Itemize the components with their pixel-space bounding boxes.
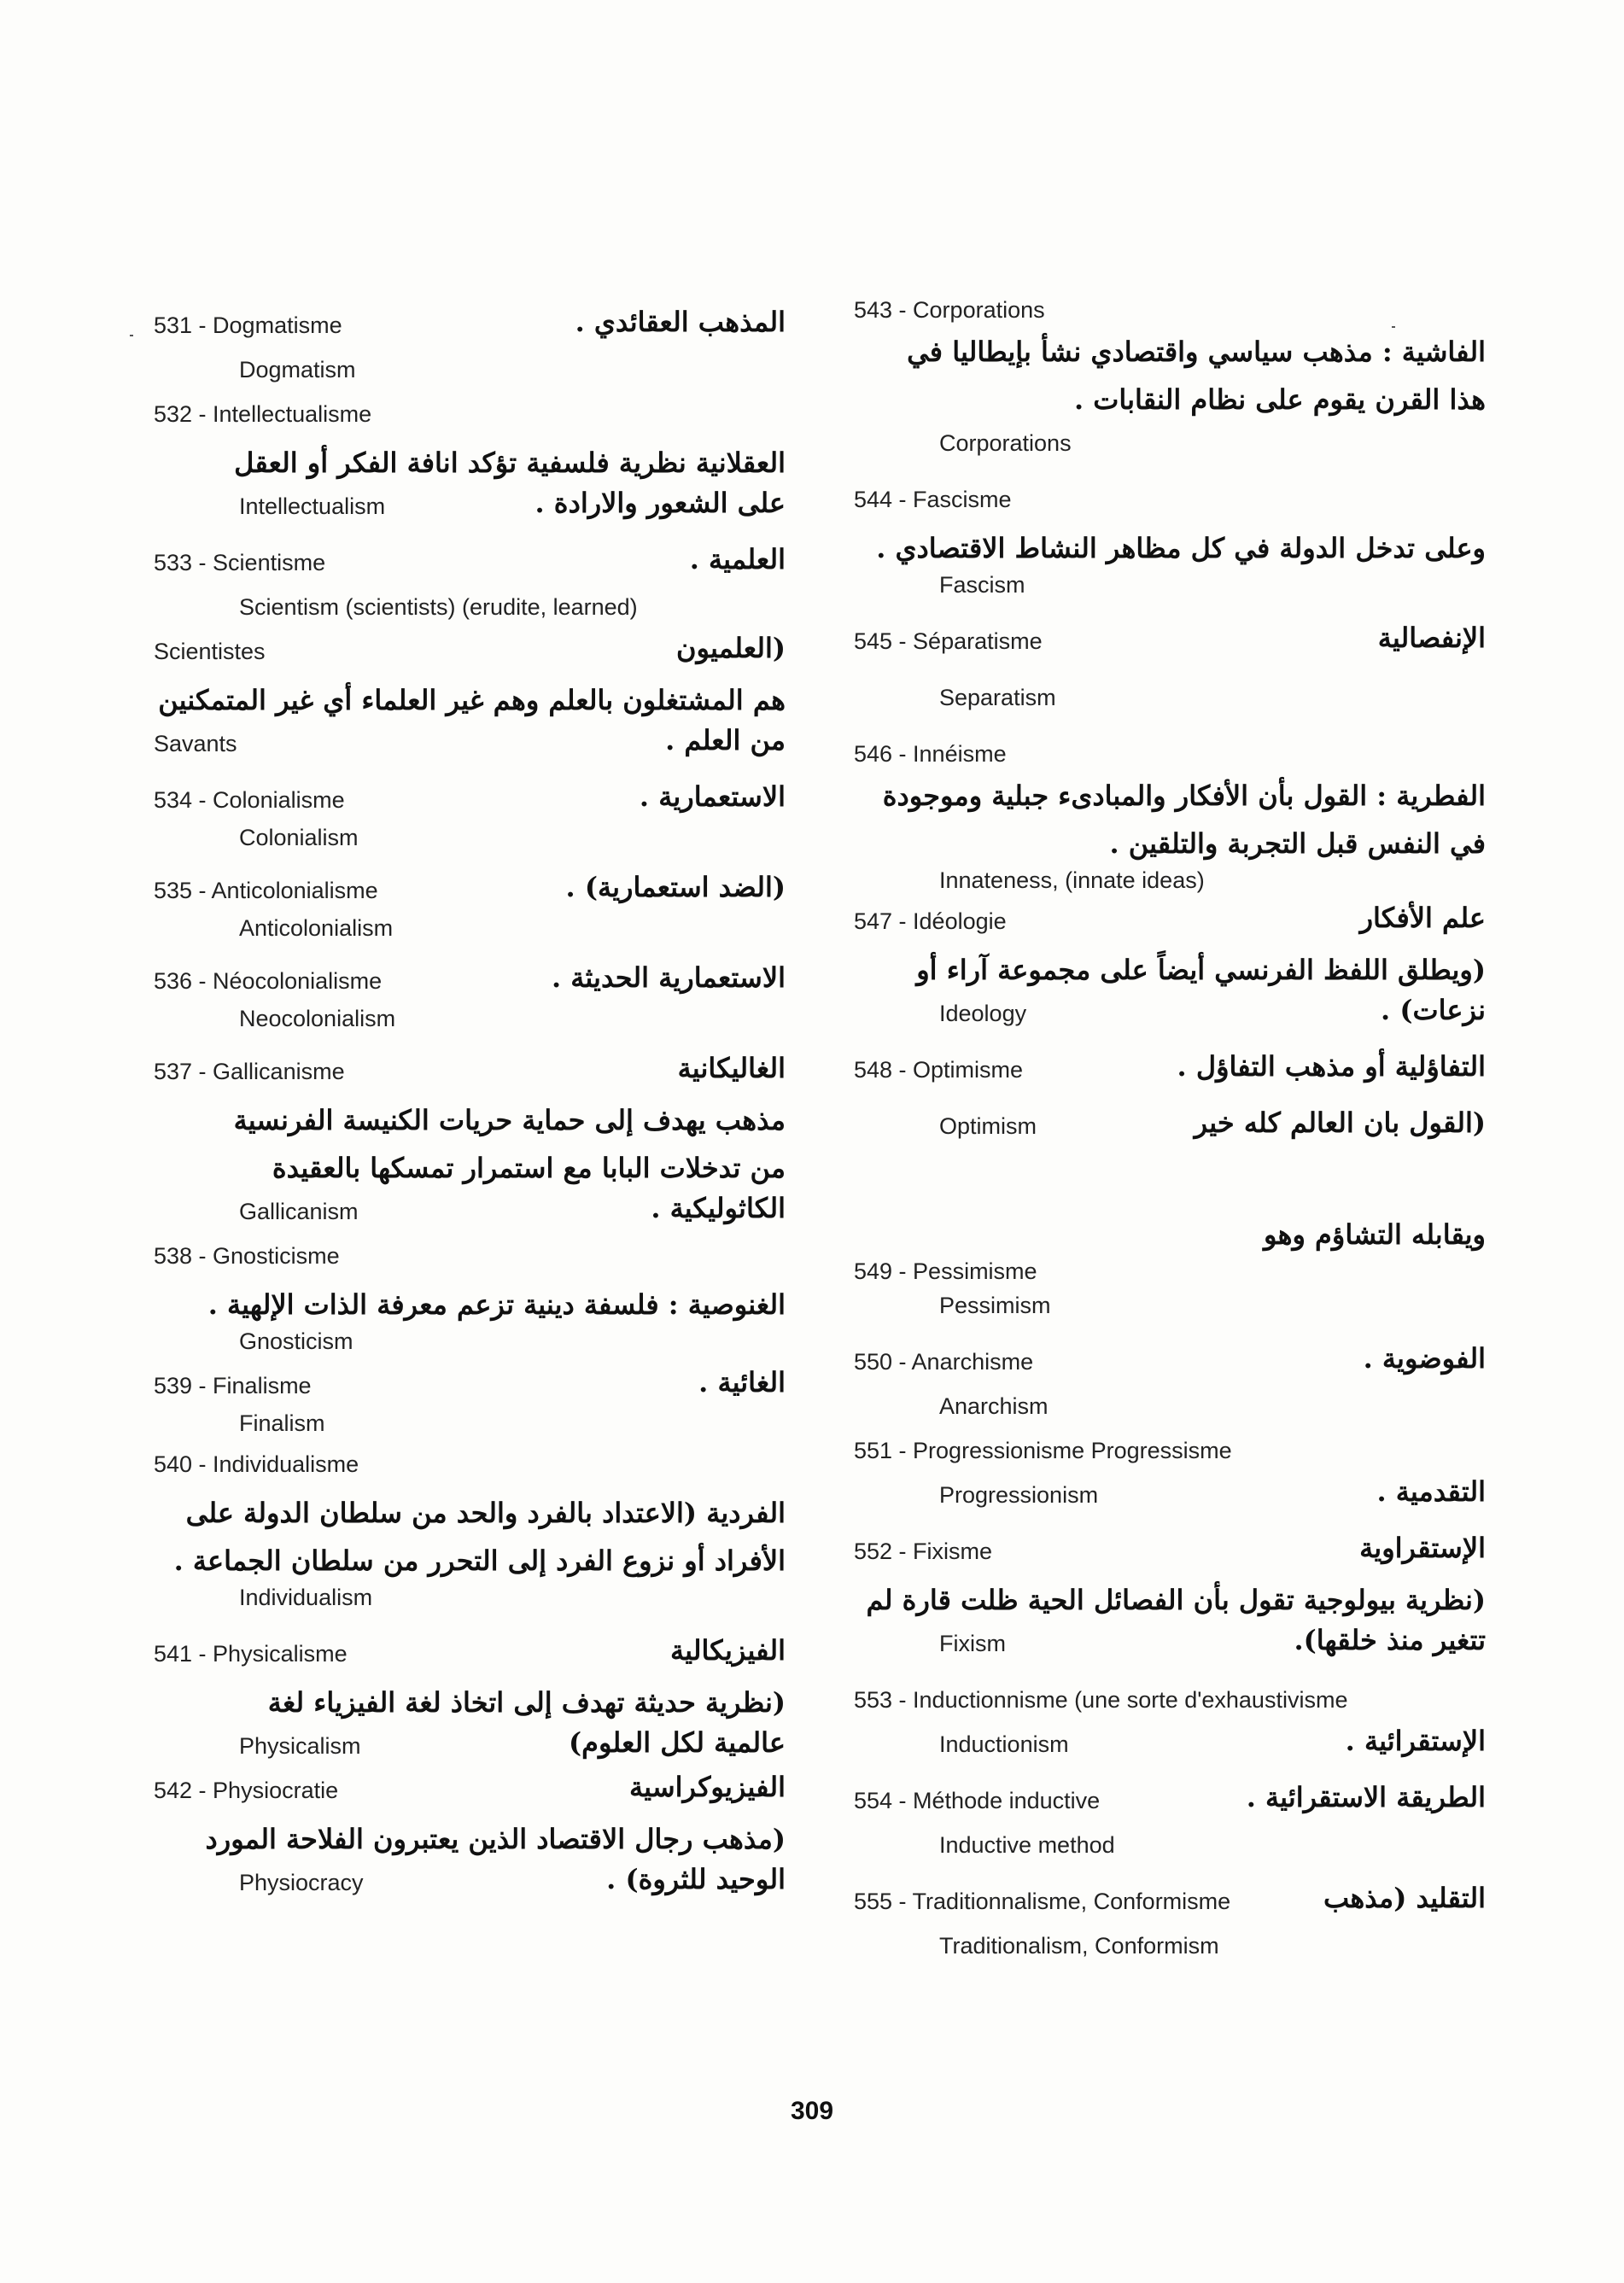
entry-548 (854, 1050, 1486, 1151)
entry-term-fr: 554 - Méthode inductive (854, 1788, 1101, 1813)
entry-definition-ar: (القول بان العالم كله خير (1194, 1106, 1486, 1139)
entry-term-ar: (العلميون (676, 632, 786, 664)
entry-535 (154, 871, 786, 949)
entry-definition-ar: الفطرية : القول بأن الأفكار والمبادىء جبلية وموجودة (882, 779, 1486, 812)
entry-term-en: Gallicanism (239, 1199, 359, 1224)
entry-term-en: Gnosticism (239, 1328, 353, 1354)
entry-term-en: Corporations (939, 430, 1072, 456)
entry-534 (154, 780, 786, 859)
entry-554 (854, 1781, 1486, 1870)
entry-term-fr: 538 - Gnosticisme (154, 1243, 340, 1269)
entry-term-fr: 537 - Gallicanisme (154, 1059, 345, 1084)
entry-543 (854, 290, 1486, 468)
entry-definition-ar: نزعات) . (1381, 994, 1486, 1026)
entry-term-fr: 534 - Colonialisme (154, 787, 345, 813)
entry-555 (854, 1882, 1486, 1971)
entry-definition-ar: الأفراد أو نزوع الفرد إلى التحرر من سلطان الجماعة . (173, 1544, 786, 1577)
entry-547 (854, 902, 1486, 1038)
entry-definition-ar: الغنوصية : فلسفة دينية تزعم معرفة الذات الإلهية . (207, 1288, 786, 1321)
entry-definition-ar: من العلم . (665, 724, 786, 756)
entry-definition-ar: الفاشية : مذهب سياسي واقتصادي نشأ بإيطاليا في (907, 336, 1486, 368)
scan-speck (130, 335, 133, 336)
entry-term-ar: الإستقرائية . (1345, 1725, 1486, 1757)
entry-term-fr: 543 - Corporations (854, 297, 1045, 323)
entry-definition-ar: مذهب يهدف إلى حماية حريات الكنيسة الفرنسية (233, 1104, 786, 1136)
left-column (154, 306, 786, 1907)
entry-term-fr: 551 - Progressionisme Progressisme (854, 1438, 1232, 1463)
entry-term-fr: 533 - Scientisme (154, 550, 326, 575)
entry-term-ar: الغاليكانية (677, 1052, 786, 1084)
entry-definition-ar: تتغير منذ خلقها). (1294, 1624, 1486, 1656)
entry-definition-ar: هذا القرن يقوم على نظام النقابات . (1073, 383, 1486, 416)
entry-definition-ar: الوحيد للثروة) . (606, 1863, 786, 1895)
right-column (854, 290, 1486, 1971)
entry-541 (154, 1634, 786, 1771)
entry-term-ar: التقليد (مذهب (1323, 1882, 1486, 1914)
entry-term-fr: 546 - Innéisme (854, 741, 1007, 767)
entry-term-fr: 536 - Néocolonialisme (154, 968, 383, 994)
entry-term-ar: علم الأفكار (1359, 902, 1486, 934)
entry-term-en: Optimism (939, 1113, 1037, 1139)
entry-term-fr: 540 - Individualisme (154, 1451, 359, 1477)
entry-553 (854, 1680, 1486, 1769)
entry-term-ar: الإستقراوية (1359, 1532, 1486, 1564)
entry-term-fr: 544 - Fascisme (854, 487, 1012, 512)
entry-term-fr: 541 - Physicalisme (154, 1641, 348, 1667)
entry-532 (154, 394, 786, 531)
entry-term-ar: الإنفصالية (1377, 622, 1486, 654)
entry-term-en: Fixism (939, 1631, 1006, 1656)
entry-549 (854, 1211, 1486, 1330)
entry-term-ar: الغائية . (698, 1366, 786, 1398)
entry-term-ar: الاستعمارية . (639, 780, 786, 813)
entry-term-ar: المذهب العقائدي . (575, 306, 786, 338)
entry-term-en: Progressionism (939, 1482, 1099, 1508)
entry-552 (854, 1532, 1486, 1668)
entry-term-fr: 547 - Idéologie (854, 908, 1007, 934)
entry-term-fr: 549 - Pessimisme (854, 1258, 1037, 1284)
entry-term-en: Inductionism (939, 1731, 1069, 1757)
entry-538 (154, 1236, 786, 1366)
entry-term-en: Physiocracy (239, 1870, 364, 1895)
entry-545 (854, 622, 1486, 722)
entry-term-fr: Savants (154, 731, 237, 756)
entry-term-en: Individualism (239, 1585, 373, 1610)
entry-term-ar: الفوضوية . (1363, 1342, 1486, 1375)
entry-definition-ar: وعلى تدخل الدولة في كل مظاهر النشاط الاقتصادي . (876, 532, 1486, 564)
entry-term-fr: 552 - Fixisme (854, 1539, 993, 1564)
entry-term-ar: (الضد استعمارية) . (565, 871, 786, 903)
entry-definition-ar: عالمية لكل العلوم) (569, 1726, 786, 1759)
entry-term-ar: الطريقة الاستقرائية . (1246, 1781, 1486, 1813)
entry-term-ar: الفيزيوكراسية (629, 1771, 786, 1803)
scan-speck (1392, 326, 1395, 328)
entry-542 (154, 1771, 786, 1907)
entry-term-fr: 542 - Physiocratie (154, 1778, 339, 1803)
entry-term-ar: التفاؤلية أو مذهب التفاؤل . (1177, 1050, 1486, 1083)
entry-536 (154, 961, 786, 1040)
entry-term-en: Ideology (939, 1001, 1027, 1026)
entry-definition-ar: العقلانية نظرية فلسفية تؤكد انافة الفكر أو العقل (234, 447, 786, 479)
entry-definition-ar: (نظرية حديثة تهدف إلى اتخاذ لغة الفيزياء لغة (267, 1686, 786, 1719)
entry-term-fr: Scientistes (154, 639, 266, 664)
entry-term-en: Pessimism (939, 1293, 1051, 1318)
entry-term-fr: 535 - Anticolonialisme (154, 878, 378, 903)
entry-term-fr: 548 - Optimisme (854, 1057, 1024, 1083)
entry-term-en: Scientism (scientists) (erudite, learned) (239, 594, 638, 620)
entry-term-en: Traditionalism, Conformism (939, 1933, 1219, 1959)
entry-term-fr: 553 - Inductionnisme (une sorte d'exhaustivisme (854, 1687, 1348, 1713)
entry-definition-ar: ويقابله التشاؤم وهو (1264, 1218, 1486, 1251)
entry-definition-ar: الفردية (الاعتداد بالفرد والحد من سلطان الدولة على (185, 1497, 786, 1529)
entry-540 (154, 1445, 786, 1622)
entry-term-en: Intellectualism (239, 493, 386, 519)
entry-term-en: Physicalism (239, 1733, 361, 1759)
entry-term-en: Inductive method (939, 1832, 1115, 1858)
entry-term-en: Neocolonialism (239, 1006, 396, 1031)
entry-term-en: Finalism (239, 1410, 325, 1436)
entry-551 (854, 1431, 1486, 1520)
entry-definition-ar: هم المشتغلون بالعلم وهم غير العلماء أي غير المتمكنين (158, 684, 786, 716)
entry-531 (154, 306, 786, 394)
entry-term-fr: 545 - Séparatisme (854, 628, 1043, 654)
entry-term-en: Innateness, (innate ideas) (939, 867, 1205, 893)
entry-definition-ar: من تدخلات البابا مع استمرار تمسكها بالعقيدة (272, 1152, 786, 1184)
entry-term-ar: الفيزيكالية (669, 1634, 786, 1667)
entry-definition-ar: على الشعور والارادة . (535, 487, 786, 519)
entry-definition-ar: (نظرية بيولوجية تقول بأن الفصائل الحية ظلت قارة لم (866, 1584, 1486, 1616)
entry-term-en: Anarchism (939, 1393, 1049, 1419)
entry-term-en: Fascism (939, 572, 1025, 598)
entry-539 (154, 1366, 786, 1445)
entry-term-ar: الاستعمارية الحديثة . (551, 961, 786, 994)
entry-550 (854, 1342, 1486, 1431)
entry-term-ar: العلمية . (689, 543, 786, 575)
entry-term-en: Dogmatism (239, 357, 356, 382)
entry-544 (854, 480, 1486, 610)
entry-term-fr: 532 - Intellectualisme (154, 401, 372, 427)
entry-term-en: Anticolonialism (239, 915, 394, 941)
entry-definition-ar: (ويطلق اللفظ الفرنسي أيضاً على مجموعة آراء أو (916, 954, 1486, 986)
page-number: 309 (790, 2097, 834, 2125)
entry-537 (154, 1052, 786, 1236)
entry-definition-ar: الكاثوليكية . (651, 1192, 786, 1224)
entry-term-fr: 531 - Dogmatisme (154, 312, 342, 338)
entry-term-fr: 550 - Anarchisme (854, 1349, 1034, 1375)
entry-546 (854, 734, 1486, 902)
entry-term-fr: 555 - Traditionnalisme, Conformisme (854, 1889, 1231, 1914)
entry-term-fr: 539 - Finalisme (154, 1373, 312, 1398)
entry-term-ar: التقدمية . (1376, 1475, 1486, 1508)
entry-533 (154, 543, 786, 768)
entry-term-en: Colonialism (239, 825, 359, 850)
entry-term-en: Separatism (939, 685, 1056, 710)
entry-definition-ar: (مذهب رجال الاقتصاد الذين يعتبرون الفلاحة المورد (205, 1823, 786, 1855)
entry-definition-ar: في النفس قبل التجربة والتلقين . (1109, 827, 1486, 860)
